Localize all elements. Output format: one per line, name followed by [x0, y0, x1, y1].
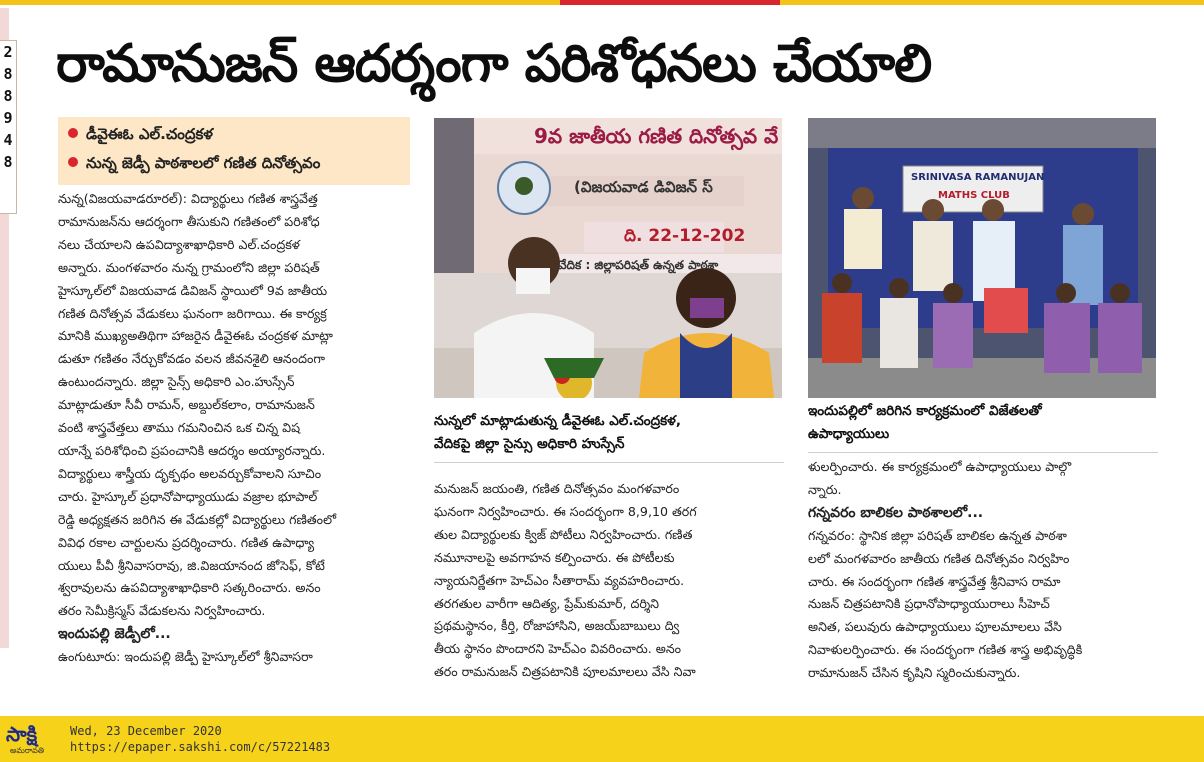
page-digit: 8 [3, 65, 13, 83]
subheading: గన్నవరం బాలికల పాఠశాలలో... [808, 504, 984, 521]
highlight-text: డీవైఈఓ ఎల్.చంద్రకళ [86, 125, 213, 143]
article-line: నుజన్ చిత్రపటానికి ప్రధానోపాధ్యాయురాలు సీహెచ్ [808, 596, 1050, 612]
subheading: ఇందుపల్లి జెడ్పీలో... [58, 626, 171, 643]
photo-caption-1 [434, 410, 784, 456]
highlight-text: నున్న జెడ్పీ పాఠశాలలో గణిత దినోత్సవం [86, 154, 321, 172]
article-line: చారు. ఈ సందర్భంగా గణిత శాస్త్రవేత్త శ్రీనివాస రామా [808, 573, 1061, 589]
article-line: హైస్కూల్‌లో విజయవాడ డివిజన్ స్థాయిలో 9వ జాతీయ [58, 282, 328, 298]
article-line: ఘనంగా నిర్వహించారు. ఈ సందర్భంగా 8,9,10 తరగ [434, 503, 697, 519]
article-line: నలు చేయాలని ఉపవిద్యాశాఖాధికారి ఎల్.చంద్రకళ [58, 236, 300, 252]
article-line: నివాళులర్పించారు. ఈ సందర్భంగా గణిత శాస్త్ర అభివృద్ధికి [808, 642, 1083, 658]
bullet-icon [68, 128, 78, 138]
article-line: వంటి శాస్త్రవేత్తలు తాము గమనించిన ఒక చిన్న విష [58, 420, 301, 436]
article-line: డుతూ గణితం నేర్చుకోవడం వలన జీవనశైలి ఆనందంగా [58, 351, 325, 367]
article-line: లలో మంగళవారం జాతీయ గణిత దినోత్సవం నిర్వహిం [808, 550, 1070, 566]
photo-caption-2 [808, 400, 1158, 446]
article-line: గణిత దినోత్సవ వేడుకలు ఘనంగా జరిగాయి. ఈ కార్యక్ర [58, 305, 327, 321]
footer-url[interactable]: https://epaper.sakshi.com/c/57221483 [70, 740, 331, 754]
highlights-box [58, 117, 410, 185]
article-line: తరగతుల వారీగా ఆదిత్య, ప్రేమ్‌కుమార్, దర్శిని [434, 595, 660, 611]
article-line: చారు. హైస్కూల్ ప్రధానోపాధ్యాయుడు వజ్రాల భూపాల్ [58, 488, 318, 504]
article-line: వివిధ రకాల చార్టులను ప్రదర్శించారు. గణిత ఉపాధ్యా [58, 534, 315, 550]
article-line: న్యాయనిర్ణేతగా హెచ్‌ఎం సీతారామ్ వ్యవహరించారు. [434, 572, 685, 588]
article-line: యాన్నే పరిశోధించి ప్రపంచానికి ఆదర్శం అయ్యారన్నారు. [58, 442, 326, 458]
caption-divider [434, 462, 784, 463]
page-digit: 8 [3, 87, 13, 105]
article-column-3 [808, 456, 1158, 685]
photo-dyeo-speaking [434, 118, 782, 398]
page-digit: 2 [3, 43, 13, 61]
article-line: మానికి ముఖ్యఅతిథిగా హాజరైన డీవైఈఓ చంద్రకళ మాట్లా [58, 328, 333, 344]
article-line: మనుజన్ జయంతి, గణిత దినోత్సవం మంగళవారం [434, 481, 680, 496]
banner-title: 9వ జాతీయ గణిత దినోత్సవ వే [534, 124, 779, 148]
article-line: తరం రామనుజన్ చిత్రపటానికి పూలమాలలు వేసి నివా [434, 664, 696, 680]
article-line: మాట్లాడుతూ సీవీ రామన్, అబ్దుల్‌కలాం, రామానుజన్ [58, 397, 315, 413]
banner-subtitle: (విజయవాడ డివిజన్ స్ [574, 178, 713, 196]
club-banner-line1: SRINIVASA RAMANUJAN [911, 172, 1045, 183]
banner-venue: వేదిక : జిల్లాపరిషత్ ఉన్నత పాఠశా [558, 258, 719, 272]
photo-winners-teachers-image [808, 118, 1156, 398]
page-digit: 9 [3, 109, 13, 127]
caption-line: వేదికపై జిల్లా సైన్సు అధికారి హుస్సేన్ [434, 436, 625, 452]
logo-wordmark: సాక్షి [6, 722, 38, 746]
article-line: రెడ్డి అధ్యక్షతన జరిగిన ఈ వేడుకల్లో విద్యార్థులు గణితంలో [58, 511, 337, 527]
article-line: అన్నారు. మంగళవారం నున్న గ్రామంలోని జిల్లా పరిషత్ [58, 259, 320, 275]
club-banner-line2: MATHS CLUB [938, 190, 1010, 201]
epaper-footer [0, 716, 1204, 762]
top-color-strip [0, 0, 1204, 5]
logo-edition: అమరావతి [10, 746, 45, 755]
article-line: విద్యార్థులు శాస్త్రీయ దృక్పథం అలవర్చుకోవాలని సూచిం [58, 465, 322, 481]
article-line: ళులర్పించారు. ఈ కార్యక్రమంలో ఉపాధ్యాయులు పాల్గొ [808, 459, 1072, 474]
caption-line: ఇందుపల్లిలో జరిగిన కార్యక్రమంలో విజేతలతో [808, 403, 1042, 419]
banner-date: ది. 22-12-202 [624, 226, 746, 246]
article-line: యులు పీవీ శ్రీనివాసరావు, జి.విజయానంద జోసెఫ్, కోటే [58, 557, 325, 573]
sakshi-logo[interactable] [6, 722, 62, 758]
page-digit: 8 [3, 153, 13, 171]
article-line: రామానుజన్‌ను ఆదర్శంగా తీసుకుని గణితంలో పరిశోధ [58, 213, 320, 229]
article-line: రామానుజన్ చేసిన కృషిని స్మరించుకున్నారు. [808, 665, 1021, 681]
article-line: తరం సెమీక్రిస్మస్ వేడుకలను నిర్వహించారు. [58, 603, 266, 619]
article-line: శ్వరావులను ఉపవిద్యాశాఖాధికారి సత్కరించారు. అనం [58, 580, 321, 596]
article-line: గన్నవరం: స్థానిక జిల్లా పరిషత్ బాలికల ఉన్నత పాఠశా [808, 527, 1067, 543]
article-column-1 [58, 188, 410, 669]
photo-winners-teachers [808, 118, 1156, 398]
top-red-accent [560, 0, 780, 5]
caption-line: నున్నలో మాట్లాడుతున్న డీవైఈఓ ఎల్.చంద్రకళ, [434, 413, 682, 429]
article-line: న్నారు. [808, 481, 842, 497]
page-number-box [0, 40, 17, 214]
article-line: నమూనాలపై అవగాహన కల్పించారు. ఈ పోటీలకు [434, 549, 675, 565]
article-line: నున్న(విజయవాడరూరల్): విద్యార్థులు గణిత శాస్త్రవేత్త [58, 191, 318, 206]
article-line: తుల విద్యార్థులకు క్విజ్ పోటీలు నిర్వహించారు. గణిత [434, 526, 693, 542]
article-headline: రామానుజన్ ఆదర్శంగా పరిశోధనలు చేయాలి [56, 34, 932, 94]
highlight-item [68, 154, 320, 176]
caption-line: ఉపాధ్యాయులు [808, 426, 890, 442]
article-line: తీయ స్థానం పొందారని హెచ్‌ఎం వివరించారు. అనం [434, 641, 682, 657]
bullet-icon [68, 157, 78, 167]
article-line: ఉంటుందన్నారు. జిల్లా సైన్స్ అధికారి ఎం.హుస్సేన్ [58, 374, 295, 390]
caption-divider [808, 452, 1158, 453]
footer-date: Wed, 23 December 2020 [70, 724, 222, 738]
page-digit: 4 [3, 131, 13, 149]
article-line: ప్రథమస్థానం, కీర్తి, రోజాహాసిని, అజయ్‌బాబులు ద్వి [434, 618, 680, 634]
article-column-2 [434, 478, 784, 684]
highlight-item [68, 125, 213, 147]
article-line: ఉంగుటూరు: ఇందుపల్లి జెడ్పీ హైస్కూల్‌లో శ్రీనివాసరా [58, 649, 313, 665]
article-line: అనిత, పలువురు ఉపాధ్యాయులు పూలమాలలు వేసి [808, 619, 1062, 635]
